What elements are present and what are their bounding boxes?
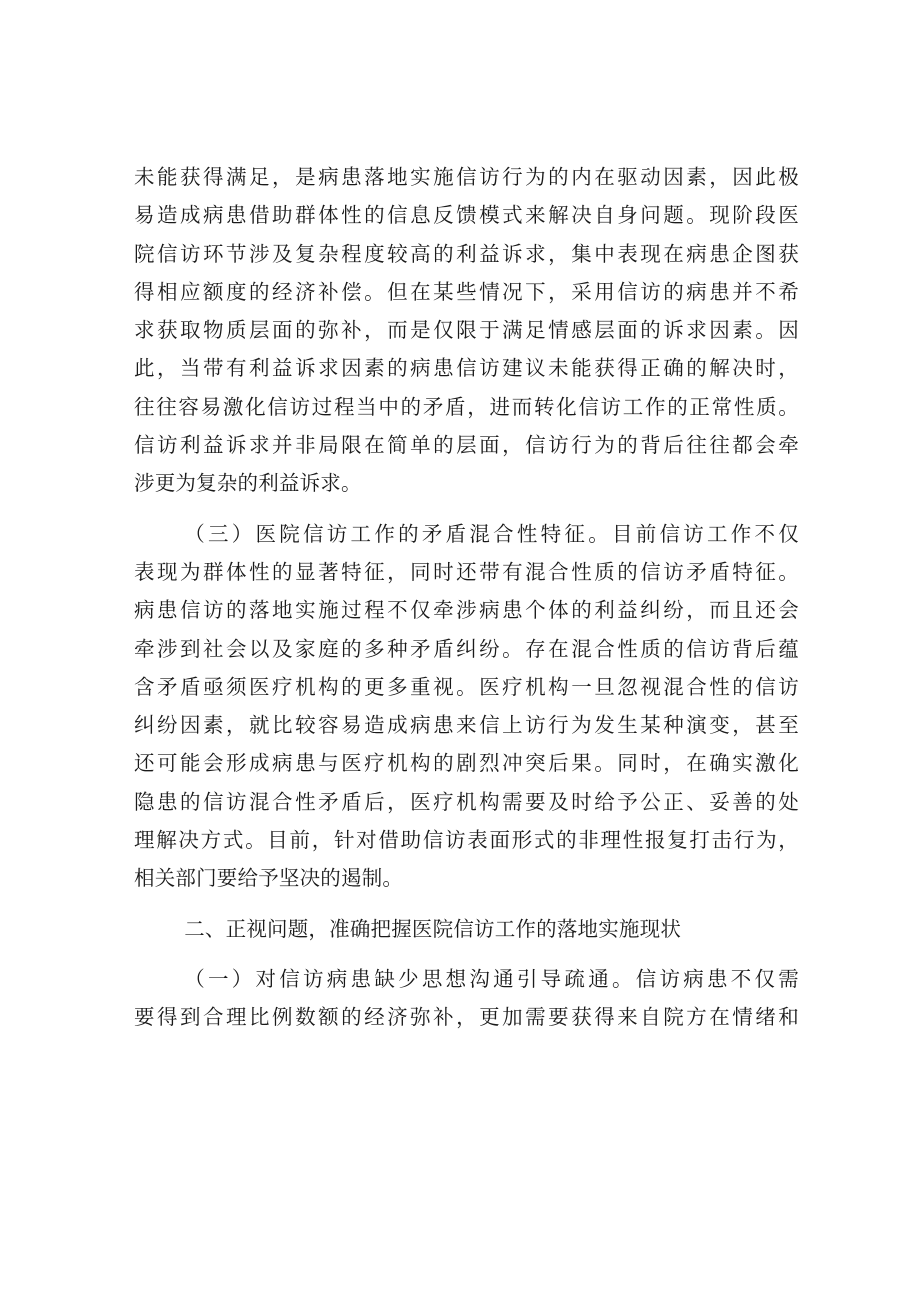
text-line: 还可能会形成病患与医疗机构的剧烈冲突后果。同时，在确实激化 xyxy=(134,751,799,776)
text-line: 理解决方式。目前，针对借助信访表面形式的非理性报复打击行为， xyxy=(134,828,799,853)
text-line: （三）医院信访工作的矛盾混合性特征。目前信访工作不仅 xyxy=(184,521,799,546)
text-line: 易造成病患借助群体性的信息反馈模式来解决自身问题。现阶段医 xyxy=(134,203,799,228)
section-heading: 二、正视问题，准确把握医院信访工作的落地实施现状 xyxy=(184,916,682,941)
paragraph-gap xyxy=(134,898,799,910)
paragraph-2 xyxy=(134,515,799,898)
text-line: 未能获得满足，是病患落地实施信访行为的内在驱动因素，因此极 xyxy=(134,165,799,189)
paragraph-1 xyxy=(134,158,799,503)
text-line: 牵涉到社会以及家庭的多种矛盾纠纷。存在混合性质的信访背后蕴 xyxy=(134,636,799,661)
text-line: 表现为群体性的显著特征，同时还带有混合性质的信访矛盾特征。 xyxy=(134,559,799,584)
text-line: 院信访环节涉及复杂程度较高的利益诉求，集中表现在病患企图获 xyxy=(134,241,799,266)
document-body xyxy=(134,158,799,1037)
text-line: 含矛盾亟须医疗机构的更多重视。医疗机构一旦忽视混合性的信访 xyxy=(134,674,799,699)
text-line: 得相应额度的经济补偿。但在某些情况下，采用信访的病患并不希 xyxy=(134,279,799,304)
text-line: 涉更为复杂的利益诉求。 xyxy=(134,471,362,496)
text-line: 隐患的信访混合性矛盾后，医疗机构需要及时给予公正、妥善的处 xyxy=(134,789,799,814)
text-line: 要得到合理比例数额的经济弥补，更加需要获得来自院方在情绪和 xyxy=(134,1005,799,1030)
text-line: （一）对信访病患缺少思想沟通引导疏通。信访病患不仅需 xyxy=(184,966,799,991)
text-line: 相关部门要给予坚决的遏制。 xyxy=(134,866,404,891)
text-line: 信访利益诉求并非局限在简单的层面，信访行为的背后往往都会牵 xyxy=(134,433,799,458)
text-line: 此，当带有利益诉求因素的病患信访建议未能获得正确的解决时， xyxy=(134,356,799,381)
text-line: 往往容易激化信访过程当中的矛盾，进而转化信访工作的正常性质。 xyxy=(134,394,799,419)
text-line: 病患信访的落地实施过程不仅牵涉病患个体的利益纠纷，而且还会 xyxy=(134,598,799,623)
paragraph-gap xyxy=(134,948,799,960)
paragraph-3 xyxy=(134,960,799,1037)
text-line: 求获取物质层面的弥补，而是仅限于满足情感层面的诉求因素。因 xyxy=(134,318,799,343)
paragraph-gap xyxy=(134,503,799,515)
text-line: 纠纷因素，就比较容易造成病患来信上访行为发生某种演变，甚至 xyxy=(134,713,799,738)
